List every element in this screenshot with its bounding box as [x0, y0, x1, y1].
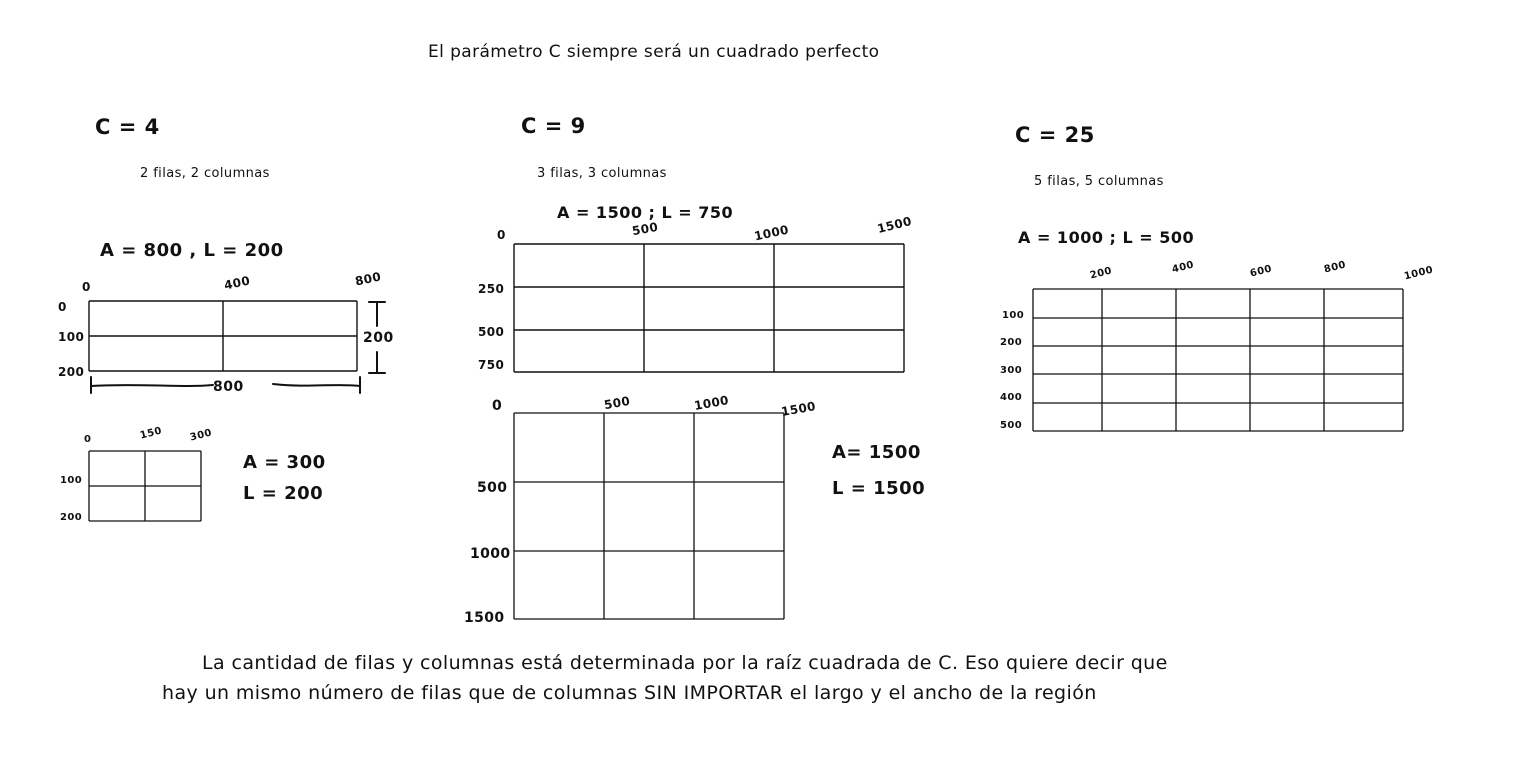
- example-3-grid-1-dims: A = 1000 ; L = 500: [1018, 228, 1195, 247]
- bottom-note-line-1: La cantidad de filas y columnas está determinada por la raíz cuadrada de C. Eso quiere decir que: [202, 652, 1168, 674]
- example-3-y-tick-2: 300: [1000, 365, 1023, 376]
- example-1-grid-2-dims-a: A = 300: [243, 452, 326, 473]
- example-2-grid-1-y-tick-0: 250: [478, 282, 505, 296]
- example-2-grid-2: [513, 412, 785, 620]
- example-1-grid-2-y-tick-1: 200: [60, 512, 83, 523]
- example-2-grid-2-x-tick-3: 1500: [780, 399, 817, 419]
- example-1-grid-2-y-tick-0: 100: [60, 475, 83, 486]
- example-2-grid-2-x-tick-0: 0: [492, 398, 503, 414]
- example-1-grid-2-dims-l: L = 200: [243, 483, 324, 504]
- example-3-c-label: C = 25: [1015, 123, 1095, 147]
- example-1-grid-1-x-tick-2: 800: [353, 269, 383, 289]
- example-1-grid-1-dims: A = 800 , L = 200: [100, 240, 284, 261]
- example-2-grid-1-x-tick-3: 1500: [875, 213, 914, 237]
- example-3-x-tick-1: 400: [1170, 259, 1196, 276]
- example-1-grid-1: [88, 300, 358, 372]
- example-1-shape-label: 2 filas, 2 columnas: [140, 166, 270, 181]
- example-1-grid-2-x-tick-2: 300: [188, 427, 214, 444]
- example-3-y-tick-3: 400: [1000, 392, 1023, 403]
- example-3-shape-label: 5 filas, 5 columnas: [1034, 174, 1164, 189]
- example-2-grid-2-y-tick-1: 1000: [470, 546, 511, 562]
- example-2-grid-1-y-tick-1: 500: [478, 325, 505, 339]
- page-title: El parámetro C siempre será un cuadrado perfecto: [428, 42, 880, 62]
- example-3-y-tick-4: 500: [1000, 420, 1023, 431]
- example-1-grid-1-x-tick-1: 400: [222, 273, 252, 293]
- example-3-grid-1: [1032, 288, 1404, 432]
- example-1-height-label: 200: [363, 330, 394, 346]
- example-2-grid-2-x-tick-2: 1000: [693, 393, 730, 413]
- example-1-grid-1-y-origin: 0: [58, 300, 67, 314]
- example-2-grid-2-y-tick-2: 1500: [464, 610, 505, 626]
- example-1-c-label: C = 4: [95, 115, 160, 139]
- example-2-grid-2-dims-l: L = 1500: [832, 478, 926, 499]
- example-2-grid-1-x-tick-0: 0: [497, 228, 506, 242]
- example-2-grid-2-x-tick-1: 500: [602, 393, 632, 413]
- example-1-grid-2-x-tick-1: 150: [138, 425, 164, 442]
- example-2-grid-1-x-tick-1: 500: [630, 219, 660, 239]
- example-2-grid-2-dims-a: A= 1500: [832, 442, 921, 463]
- example-3-y-tick-0: 100: [1002, 310, 1025, 321]
- example-2-shape-label: 3 filas, 3 columnas: [537, 166, 667, 181]
- bottom-note-line-2: hay un mismo número de filas que de columnas SIN IMPORTAR el largo y el ancho de la región: [162, 682, 1097, 704]
- example-1-grid-1-y-tick-1: 200: [58, 365, 85, 379]
- example-2-grid-1-dims: A = 1500 ; L = 750: [557, 203, 734, 222]
- example-2-c-label: C = 9: [521, 114, 586, 138]
- example-3-x-tick-2: 600: [1248, 263, 1274, 280]
- example-1-grid-2-x-tick-0: 0: [84, 434, 92, 445]
- example-1-grid-1-y-tick-0: 100: [58, 330, 85, 344]
- example-2-grid-1-y-tick-2: 750: [478, 358, 505, 372]
- example-2-grid-1: [513, 243, 905, 373]
- example-3-x-tick-3: 800: [1322, 259, 1348, 276]
- example-3-y-tick-1: 200: [1000, 337, 1023, 348]
- example-2-grid-2-y-tick-0: 500: [477, 480, 508, 496]
- example-1-grid-1-x-tick-0: 0: [82, 280, 91, 294]
- example-1-grid-2: [88, 450, 202, 522]
- example-3-x-tick-4: 1000: [1403, 264, 1435, 283]
- example-2-grid-1-x-tick-2: 1000: [752, 222, 791, 244]
- example-1-width-label: 800: [213, 379, 244, 395]
- example-3-x-tick-0: 200: [1088, 265, 1114, 282]
